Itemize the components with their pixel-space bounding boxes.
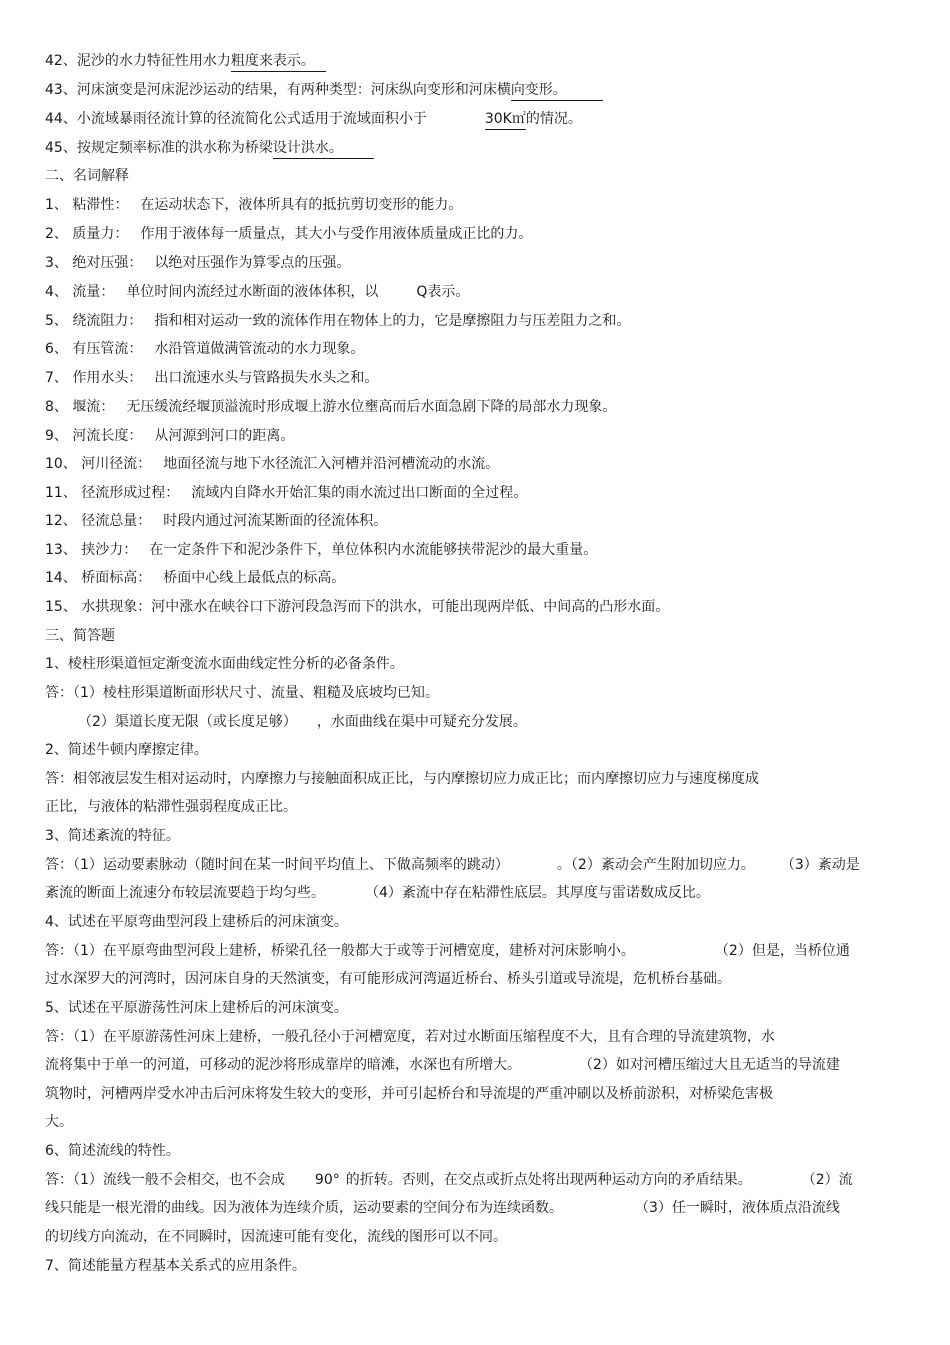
answer-line: 流将集中于单一的河道，可移动的泥沙将形成靠岸的暗滩，水深也有所增大。 （2）如对河槽压缩过大且无适当的导流建 <box>45 1057 840 1073</box>
answer-text: 设计洪水。 <box>272 140 343 156</box>
answer-line: 的切线方向流动，在不同瞬时，因流速可能有变化，流线的图形可以不同。 <box>45 1229 507 1245</box>
question-45 <box>45 138 374 158</box>
term-definition: 时段内通过河流某断面的径流体积。 <box>163 513 388 529</box>
section-heading-terms: 二、名词解释 <box>45 168 129 184</box>
term-definition: 以绝对压强作为算零点的压强。 <box>154 255 351 271</box>
answer-text: 向变形。 <box>510 82 567 98</box>
term-definition: 指和相对运动一致的流体作用在物体上的力，它是摩擦阻力与压差阻力之和。 <box>154 313 631 329</box>
answer-text: 30K㎡ <box>484 111 526 127</box>
term-definition: 桥面中心线上最低点的标高。 <box>163 570 346 586</box>
term-item <box>45 540 597 560</box>
answer-blank <box>511 80 603 101</box>
term-item <box>45 568 345 588</box>
term-item <box>45 483 527 503</box>
question-44 <box>45 109 582 129</box>
answer-line: 答：（1）运动要素脉动（随时间在某一时间平均值上、下做高频率的跳动） 。（2）紊动会产生附加切应力。 （3）紊动是 <box>45 857 860 873</box>
term-item <box>45 454 499 474</box>
term-definition: 从河源到河口的距离。 <box>154 428 295 444</box>
term-definition: 无压缓流经堰顶溢流时形成堰上游水位壅高而后水面急剧下降的局部水力现象。 <box>126 399 617 415</box>
question-text: 45、按规定频率标准的洪水称为桥梁 <box>45 140 273 156</box>
term-item <box>45 282 469 302</box>
term-label: 9、 河流长度： <box>45 428 143 444</box>
term-item <box>45 195 462 215</box>
question-text: 44、小流域暴雨径流计算的径流简化公式适用于流域面积小于 <box>45 111 427 127</box>
answer-line: 大。 <box>45 1114 73 1130</box>
term-definition: 在一定条件下和泥沙条件下，单位体积内水流能够挟带泥沙的最大重量。 <box>149 542 598 558</box>
question-suffix: 的情况。 <box>525 111 582 127</box>
term-definition: 流域内自降水开始汇集的雨水流过出口断面的全过程。 <box>191 485 528 501</box>
answer-blank <box>231 51 326 72</box>
term-label: 14、 桥面标高： <box>45 570 152 586</box>
question-text: 42、泥沙的水力特征性用水力 <box>45 53 231 69</box>
term-label: 15、 水拱现象： <box>45 599 152 615</box>
question-title: 2、简述牛顿内摩擦定律。 <box>45 742 208 758</box>
term-label: 7、 作用水头： <box>45 370 143 386</box>
term-item <box>45 397 616 417</box>
answer-line: 线只能是一根光滑的曲线。因为液体为连续介质，运动要素的空间分布为连续函数。 （3）任一瞬时，液体质点沿流线 <box>45 1200 840 1216</box>
term-label: 5、 绕流阻力： <box>45 313 143 329</box>
answer-line: （2）渠道长度无限（或长度足够） ，水面曲线在渠中可疑充分发展。 <box>78 714 527 730</box>
answer-blank <box>273 138 374 159</box>
answer-text: 粗度来表示。 <box>230 53 315 69</box>
answer-line: 答：（1）在平原弯曲型河段上建桥，桥梁孔径一般都大于或等于河槽宽度，建桥对河床影响小。 （2）但是，当桥位通 <box>45 943 850 959</box>
answer-line: 答：（1）流线一般不会相交，也不会成 90° 的折转。否则，在交点或折点处将出现两种运动方向的矛盾结果。 （2）流 <box>45 1172 853 1188</box>
term-definition: 在运动状态下，液体所具有的抵抗剪切变形的能力。 <box>140 197 463 213</box>
term-item <box>45 368 378 388</box>
answer-line: 答：（1）在平原游荡性河床上建桥，一般孔径小于河槽宽度，若对过水断面压缩程度不大，且有合理的导流建筑物，水 <box>45 1029 775 1045</box>
term-label: 10、 河川径流： <box>45 456 152 472</box>
question-title: 6、简述流线的特性。 <box>45 1143 180 1159</box>
term-item <box>45 511 387 531</box>
question-42 <box>45 51 326 71</box>
term-definition: 河中涨水在峡谷口下游河段急泻而下的洪水，可能出现两岸低、中间高的凸形水面。 <box>151 599 670 615</box>
answer-blank <box>485 109 526 130</box>
answer-line: 正比，与液体的粘滞性强弱程度成正比。 <box>45 799 297 815</box>
term-label: 12、 径流总量： <box>45 513 152 529</box>
question-title: 3、简述紊流的特征。 <box>45 828 180 844</box>
term-label: 3、 绝对压强： <box>45 255 143 271</box>
term-definition: 地面径流与地下水径流汇入河槽并沿河槽流动的水流。 <box>163 456 500 472</box>
term-definition: Q表示。 <box>416 284 470 300</box>
term-label: 6、 有压管流： <box>45 341 143 357</box>
term-item <box>45 597 669 617</box>
question-title: 5、试述在平原游荡性河床上建桥后的河床演变。 <box>45 1000 348 1016</box>
answer-line: 答：（1）棱柱形渠道断面形状尺寸、流量、粗糙及底坡均已知。 <box>45 685 439 701</box>
term-definition: 水沿管道做满管流动的水力现象。 <box>154 341 365 357</box>
term-item <box>45 253 350 273</box>
term-label: 13、 挟沙力： <box>45 542 138 558</box>
term-definition: 出口流速水头与管路损失水头之和。 <box>154 370 379 386</box>
question-43 <box>45 80 603 100</box>
answer-line: 答：相邻液层发生相对运动时，内摩擦力与接触面积成正比，与内摩擦切应力成正比；而内摩擦切应力与速度梯度成 <box>45 771 759 787</box>
term-item <box>45 224 532 244</box>
term-label: 11、 径流形成过程： <box>45 485 180 501</box>
answer-line: 紊流的断面上流速分布较层流要趋于均匀些。 （4）紊流中存在粘滞性底层。其厚度与雷诺数成反比。 <box>45 885 710 901</box>
term-item <box>45 339 364 359</box>
question-title: 7、简述能量方程基本关系式的应用条件。 <box>45 1258 306 1274</box>
term-item <box>45 311 630 331</box>
term-label: 4、 流量： <box>45 284 115 300</box>
term-definition: 作用于液体每一质量点，其大小与受作用液体质量成正比的力。 <box>140 226 533 242</box>
question-title: 1、棱柱形渠道恒定渐变流水面曲线定性分析的必备条件。 <box>45 656 404 672</box>
term-definition: 单位时间内流经过水断面的液体体积，以 <box>126 284 379 300</box>
term-label: 8、 堰流： <box>45 399 115 415</box>
term-item <box>45 426 294 446</box>
question-text: 43、河床演变是河床泥沙运动的结果，有两种类型：河床纵向变形和河床横 <box>45 82 511 98</box>
section-heading-short-answer: 三、简答题 <box>45 628 115 644</box>
question-title: 4、试述在平原弯曲型河段上建桥后的河床演变。 <box>45 914 348 930</box>
term-label: 1、 粘滞性： <box>45 197 129 213</box>
answer-line: 过水深罗大的河湾时，因河床自身的天然演变，有可能形成河湾逼近桥台、桥头引道或导流堤，危机桥台基础。 <box>45 971 731 987</box>
term-label: 2、 质量力： <box>45 226 129 242</box>
answer-line: 筑物时，河槽两岸受水冲击后河床将发生较大的变形，并可引起桥台和导流堤的严重冲刷以及桥前淤积，对桥梁危害极 <box>45 1086 773 1102</box>
